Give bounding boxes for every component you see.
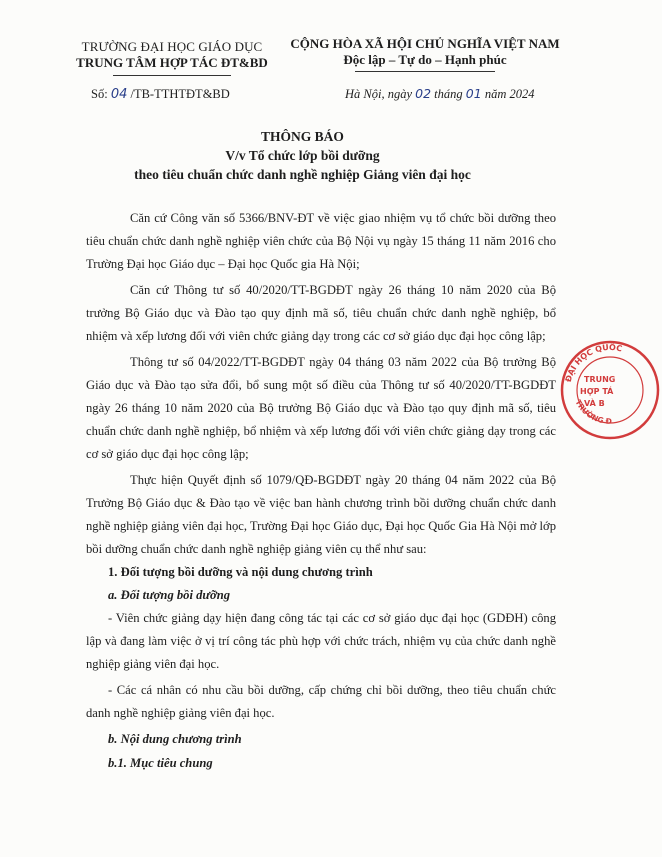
date-place: Hà Nội, ngày — [345, 87, 413, 101]
stamp-text-2: HỢP TÁ — [580, 387, 614, 396]
issuer-university: TRƯỜNG ĐẠI HỌC GIÁO DỤC — [81, 39, 263, 54]
section-1-heading: 1. Đối tượng bồi dưỡng và nội dung chương trình — [108, 565, 373, 579]
section-1a-bullet-2: - Các cá nhân có nhu cầu bồi dưỡng, cấp chứng chỉ bồi dưỡng, theo tiêu chuẩn chức danh nghề nghiệp giảng viên đại học. — [86, 683, 556, 720]
stamp-text-3: VÀ B — [584, 399, 605, 408]
paragraph-1: Căn cứ Công văn số 5366/BNV-ĐT về việc giao nhiệm vụ tổ chức bồi dưỡng theo tiêu chuẩn chức danh nghề nghiệp viên chức của Bộ Nội vụ ngày 15 tháng 11 năm 2016 cho Trường Đại học Giáo dục – Đại học Quốc gia Hà Nội; — [86, 211, 556, 271]
date-day: 02 — [415, 86, 432, 101]
doc-number-handwritten: 04 — [110, 87, 128, 102]
issuer-block — [52, 39, 292, 76]
stamp-arc-text-top: ĐẠI HỌC QUỐC — [563, 342, 624, 384]
official-seal-stamp — [558, 338, 662, 442]
body-content — [86, 207, 556, 775]
paragraph-3: Thông tư số 04/2022/TT-BGDĐT ngày 04 tháng 03 năm 2022 của Bộ trưởng Bộ Giáo dục và Đào tạo sửa đổi, bổ sung một số điều của Thông tư số 40/2020/TT-BGDĐT ngày 26 tháng 10 năm 2020 của Bộ trưởng Bộ Giáo dục và Đào tạo quy định mã số, tiêu chuẩn chức danh nghề nghiệp, bổ nhiệm và xếp lương đối với viên chức giảng dạy trong các cơ sở giáo dục đại học công lập; — [86, 355, 556, 461]
document-number — [91, 87, 230, 102]
national-motto-block — [275, 36, 575, 72]
stamp-text-1: TRUNG — [584, 375, 616, 384]
document-date — [345, 86, 534, 102]
document-title — [0, 127, 605, 184]
issuer-center: TRUNG TÂM HỢP TÁC ĐT&BD — [76, 55, 268, 70]
date-month: 01 — [465, 86, 482, 101]
motto-underline — [355, 71, 495, 72]
motto: Độc lập – Tự do – Hạnh phúc — [343, 52, 507, 67]
paragraph-2: Căn cứ Thông tư số 40/2020/TT-BGDĐT ngày 26 tháng 10 năm 2020 của Bộ trưởng Bộ Giáo dục và Đào tạo quy định mã số, tiêu chuẩn chức danh nghề nghiệp, bổ nhiệm và xếp lương đối với viên chức giảng dạy trong các cơ sở giáo dục đại học công lập; — [86, 283, 556, 343]
title-line-2: V/v Tổ chức lớp bồi dưỡng — [225, 148, 380, 163]
issuer-underline — [113, 75, 231, 76]
date-year: năm 2024 — [484, 87, 535, 101]
section-1b-heading: b. Nội dung chương trình — [108, 732, 242, 746]
country-name: CỘNG HÒA XÃ HỘI CHỦ NGHĨA VIỆT NAM — [290, 36, 560, 51]
section-1a-heading: a. Đối tượng bồi dưỡng — [108, 588, 231, 602]
title-line-1: THÔNG BÁO — [261, 129, 344, 144]
doc-number-suffix: /TB-TTHTĐT&BD — [130, 87, 230, 101]
paragraph-4: Thực hiện Quyết định số 1079/QĐ-BGDĐT ngày 20 tháng 04 năm 2022 của Bộ Trưởng Bộ Giáo dục & Đào tạo về việc ban hành chương trình bồi dưỡng chuẩn chức danh nghề nghiệp giảng viên đại học, Trường Đại học Giáo dục, Đại học Quốc Gia Hà Nội mở lớp bồi dưỡng chuẩn chức danh nghề nghiệp giảng viên cụ thể như sau: — [86, 473, 556, 556]
section-1b1-heading: b.1. Mục tiêu chung — [108, 756, 213, 770]
date-month-label: tháng — [434, 87, 463, 101]
section-1a-bullet-1: - Viên chức giảng dạy hiện đang công tác tại các cơ sở giáo dục đại học (GDĐH) công lập và đang làm việc ở vị trí công tác phù hợp với chức trách, nhiệm vụ của chức danh nghề nghiệp giảng viên đại học. — [86, 611, 556, 671]
doc-number-prefix: Số: — [91, 87, 108, 101]
title-line-3: theo tiêu chuẩn chức danh nghề nghiệp Giảng viên đại học — [134, 167, 471, 182]
stamp-arc-text-bottom: TRƯỜNG Đ — [573, 398, 613, 426]
